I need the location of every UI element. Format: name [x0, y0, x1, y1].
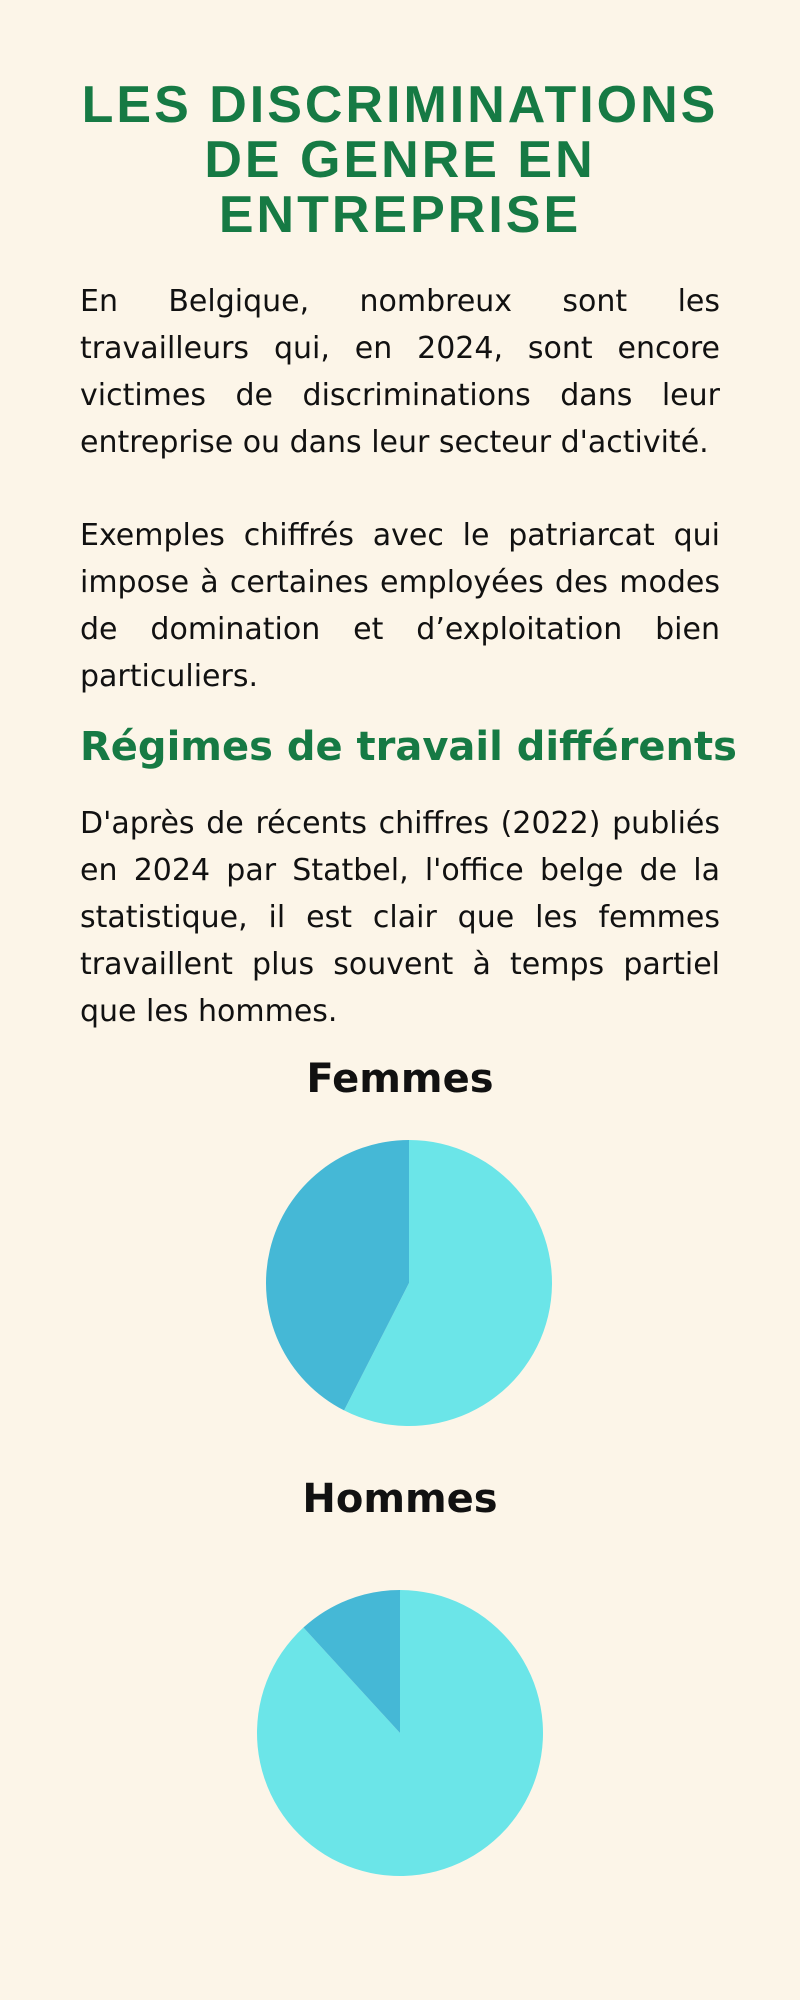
- intro-paragraph: En Belgique, nombreux sont les travailleurs qui, en 2024, sont encore victimes de discriminations dans leur entreprise ou dans leur secteur d'activité.: [80, 284, 720, 460]
- title-line: DE GENRE EN: [204, 131, 596, 189]
- chart-title-femmes: Femmes: [306, 1056, 494, 1102]
- page-title: [60, 78, 740, 243]
- section-heading: Régimes de travail différents: [80, 724, 737, 770]
- pie-chart-hommes: [0, 1540, 800, 1940]
- chart-title-hommes: Hommes: [302, 1476, 498, 1522]
- intro-paragraph-examples: Exemples chiffrés avec le patriarcat qui impose à certaines employées des modes de domination et d’exploitation bien particuliers.: [80, 518, 720, 694]
- title-line: LES DISCRIMINATIONS: [81, 76, 719, 134]
- title-line: ENTREPRISE: [218, 186, 582, 244]
- section-paragraph: D'après de récents chiffres (2022) publiés en 2024 par Statbel, l'office belge de la statistique, il est clair que les femmes travaillent plus souvent à temps partiel que les hommes.: [80, 806, 720, 1029]
- pie-chart-femmes: [0, 1120, 800, 1440]
